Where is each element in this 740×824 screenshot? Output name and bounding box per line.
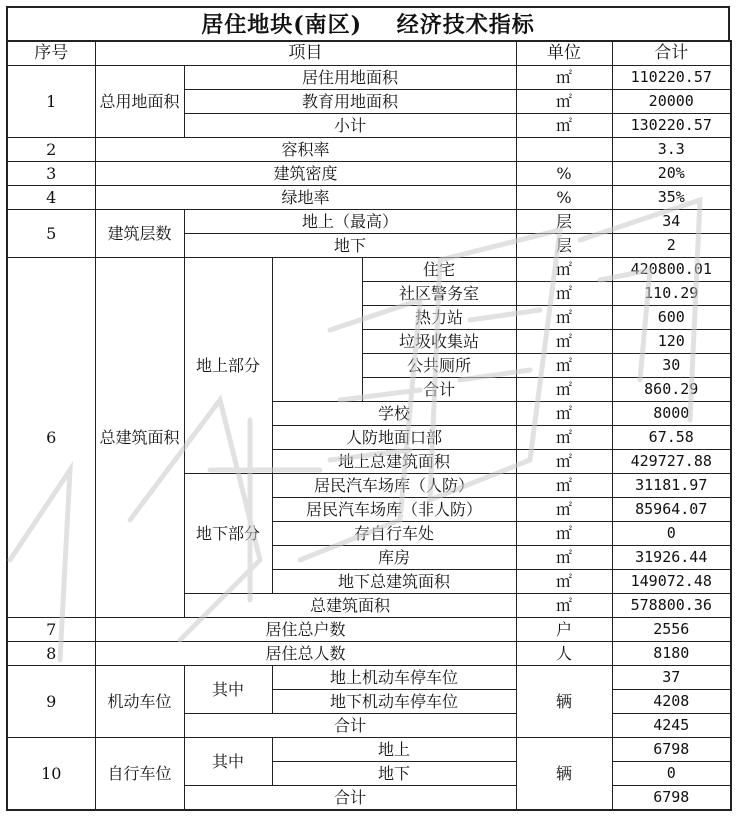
unit-cell: ㎡ (516, 402, 612, 426)
value-cell: 37 (612, 666, 731, 690)
table-row (7, 210, 731, 234)
seq-cell: 8 (7, 642, 95, 666)
item-label: 地下机动车停车位 (272, 690, 516, 714)
item-label: 建筑密度 (95, 162, 516, 186)
value-cell: 30 (612, 354, 731, 378)
item-label: 公共厕所 (362, 354, 516, 378)
item-label: 居民汽车场库（人防） (272, 474, 516, 498)
value-cell: 8000 (612, 402, 731, 426)
value-cell: 35% (612, 186, 731, 210)
table-row (7, 618, 731, 642)
unit-cell: 辆 (516, 738, 612, 811)
value-cell: 0 (612, 762, 731, 786)
unit-cell: ㎡ (516, 354, 612, 378)
group-label: 自行车位 (95, 738, 184, 811)
header-seq: 序号 (7, 41, 95, 66)
value-cell: 120 (612, 330, 731, 354)
unit-cell: ㎡ (516, 474, 612, 498)
value-cell: 600 (612, 306, 731, 330)
value-cell: 149072.48 (612, 570, 731, 594)
item-label: 地下 (272, 762, 516, 786)
unit-cell: ㎡ (516, 570, 612, 594)
seq-cell: 6 (7, 258, 95, 618)
table-row (7, 258, 731, 282)
subgroup-label: 地上部分 (184, 258, 272, 474)
item-label: 合计 (184, 786, 516, 811)
header-total: 合计 (612, 41, 731, 66)
item-label: 绿地率 (95, 186, 516, 210)
value-cell: 130220.57 (612, 114, 731, 138)
item-label: 合计 (184, 714, 516, 738)
group-label: 建筑层数 (95, 210, 184, 258)
header-unit: 单位 (516, 41, 612, 66)
unit-cell: ㎡ (516, 450, 612, 474)
unit-cell: ㎡ (516, 378, 612, 402)
item-label: 地上（最高） (184, 210, 516, 234)
unit-cell: 层 (516, 210, 612, 234)
unit-cell: ㎡ (516, 66, 612, 90)
seq-cell: 5 (7, 210, 95, 258)
group-label: 总建筑面积 (95, 258, 184, 618)
item-label: 居住用地面积 (184, 66, 516, 90)
unit-cell: 层 (516, 234, 612, 258)
indicator-table (6, 40, 732, 811)
header-row (7, 41, 731, 66)
unit-cell (516, 138, 612, 162)
header-item: 项目 (95, 41, 516, 66)
value-cell: 578800.36 (612, 594, 731, 618)
item-label: 合计 (362, 378, 516, 402)
table-row (7, 642, 731, 666)
item-label: 居民汽车场库（非人防） (272, 498, 516, 522)
value-cell: 110220.57 (612, 66, 731, 90)
subgroup-label: 其中 (184, 666, 272, 714)
item-label: 总建筑面积 (184, 594, 516, 618)
table-row (7, 138, 731, 162)
value-cell: 110.29 (612, 282, 731, 306)
unit-cell: ㎡ (516, 546, 612, 570)
item-label: 社区警务室 (362, 282, 516, 306)
value-cell: 6798 (612, 738, 731, 762)
unit-cell: % (516, 186, 612, 210)
unit-cell: ㎡ (516, 330, 612, 354)
value-cell: 6798 (612, 786, 731, 811)
value-cell: 34 (612, 210, 731, 234)
table-row (7, 66, 731, 90)
item-label: 热力站 (362, 306, 516, 330)
seq-cell: 3 (7, 162, 95, 186)
value-cell: 20% (612, 162, 731, 186)
item-label: 居住总户数 (95, 618, 516, 642)
item-label: 库房 (272, 546, 516, 570)
table-row (7, 666, 731, 690)
value-cell: 2 (612, 234, 731, 258)
value-cell: 67.58 (612, 426, 731, 450)
value-cell: 420800.01 (612, 258, 731, 282)
item-label: 居住总人数 (95, 642, 516, 666)
unit-cell: ㎡ (516, 114, 612, 138)
item-label: 存自行车处 (272, 522, 516, 546)
value-cell: 20000 (612, 90, 731, 114)
unit-cell: ㎡ (516, 90, 612, 114)
item-label: 教育用地面积 (184, 90, 516, 114)
seq-cell: 1 (7, 66, 95, 138)
item-label: 地上 (272, 738, 516, 762)
value-cell: 0 (612, 522, 731, 546)
item-label: 地上总建筑面积 (272, 450, 516, 474)
value-cell: 31181.97 (612, 474, 731, 498)
seq-cell: 7 (7, 618, 95, 642)
unit-cell: ㎡ (516, 594, 612, 618)
group-label: 总用地面积 (95, 66, 184, 138)
blank-cell (272, 258, 362, 402)
subgroup-label: 地下部分 (184, 474, 272, 594)
unit-cell: % (516, 162, 612, 186)
table-row (7, 162, 731, 186)
item-label: 学校 (272, 402, 516, 426)
table-row (7, 738, 731, 762)
table-row (7, 186, 731, 210)
unit-cell: 人 (516, 642, 612, 666)
unit-cell: ㎡ (516, 306, 612, 330)
seq-cell: 2 (7, 138, 95, 162)
seq-cell: 4 (7, 186, 95, 210)
item-label: 地下 (184, 234, 516, 258)
value-cell: 2556 (612, 618, 731, 642)
item-label: 人防地面口部 (272, 426, 516, 450)
item-label: 容积率 (95, 138, 516, 162)
value-cell: 8180 (612, 642, 731, 666)
unit-cell: 户 (516, 618, 612, 642)
table-title: 居住地块(南区) 经济技术指标 (6, 6, 730, 40)
value-cell: 860.29 (612, 378, 731, 402)
group-label: 机动车位 (95, 666, 184, 738)
spreadsheet-scan (6, 6, 730, 818)
item-label: 小计 (184, 114, 516, 138)
seq-cell: 9 (7, 666, 95, 738)
unit-cell: ㎡ (516, 498, 612, 522)
subgroup-label: 其中 (184, 738, 272, 786)
unit-cell: 辆 (516, 666, 612, 738)
unit-cell: ㎡ (516, 426, 612, 450)
value-cell: 4245 (612, 714, 731, 738)
seq-cell: 10 (7, 738, 95, 811)
item-label: 地下总建筑面积 (272, 570, 516, 594)
value-cell: 429727.88 (612, 450, 731, 474)
item-label: 地上机动车停车位 (272, 666, 516, 690)
item-label: 垃圾收集站 (362, 330, 516, 354)
value-cell: 3.3 (612, 138, 731, 162)
unit-cell: ㎡ (516, 282, 612, 306)
value-cell: 4208 (612, 690, 731, 714)
unit-cell: ㎡ (516, 258, 612, 282)
value-cell: 31926.44 (612, 546, 731, 570)
value-cell: 85964.07 (612, 498, 731, 522)
unit-cell: ㎡ (516, 522, 612, 546)
item-label: 住宅 (362, 258, 516, 282)
